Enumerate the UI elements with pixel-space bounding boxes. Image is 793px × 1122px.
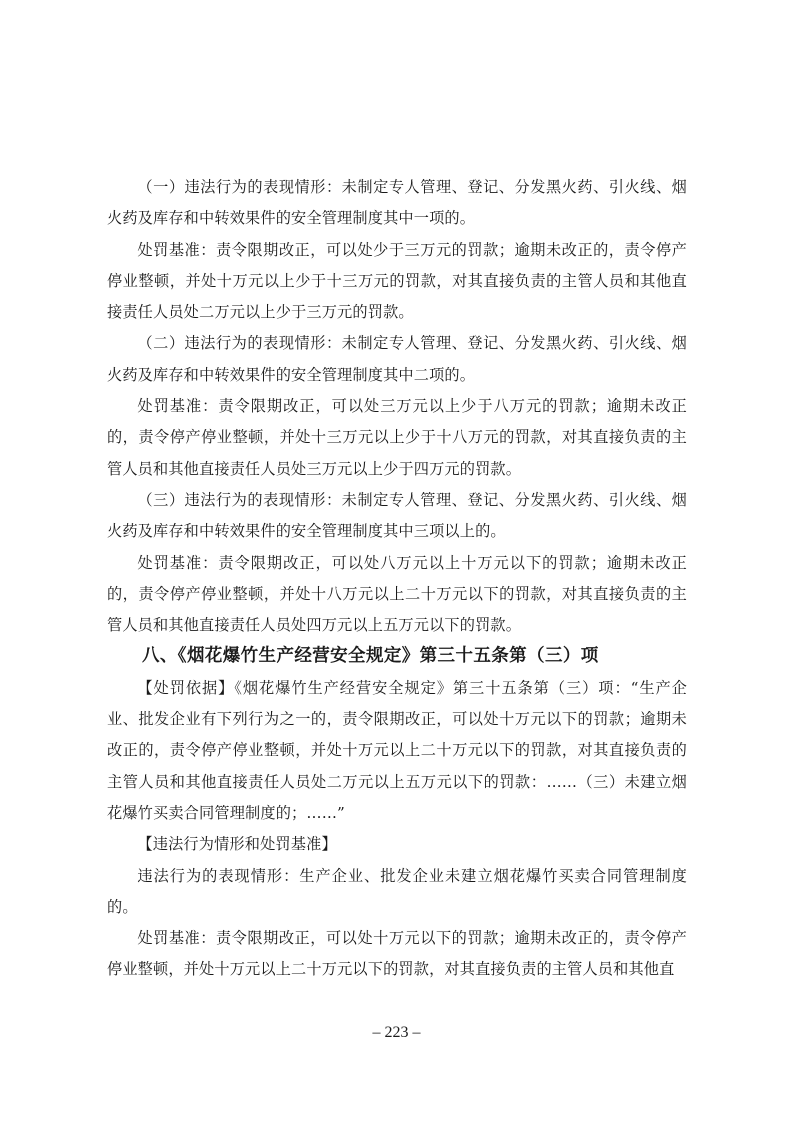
paragraph-subheading: 【违法行为情形和处罚基准】 bbox=[137, 835, 337, 854]
page-number: – 223 – bbox=[372, 1024, 421, 1041]
paragraph-case-1-situation: （一）违法行为的表现情形：未制定专人管理、登记、分发黑火药、引火线、烟火药及库存和中转效果件的安全管理制度其中一项的。 bbox=[107, 178, 687, 228]
document-body bbox=[107, 172, 687, 986]
paragraph-penalty-standard: 处罚基准：责令限期改正，可以处十万元以下的罚款；逾期未改正的，责令停产停业整顿，并处十万元以上二十万元以下的罚款，对其直接负责的主管人员和其他直 bbox=[107, 929, 687, 979]
paragraph-case-2-situation: （二）违法行为的表现情形：未制定专人管理、登记、分发黑火药、引火线、烟火药及库存和中转效果件的安全管理制度其中二项的。 bbox=[107, 334, 687, 384]
paragraph-violation-situation: 违法行为的表现情形：生产企业、批发企业未建立烟花爆竹买卖合同管理制度的。 bbox=[107, 866, 687, 916]
paragraph-penalty-basis: 【处罚依据】《烟花爆竹生产经营安全规定》第三十五条第（三）项：“生产企业、批发企业有下列行为之一的，责令限期改正，可以处十万元以下的罚款；逾期未改正的，责令停产停业整顿，并处十万元以上二十万元以下的罚款，对其直接负责的主管人员和其他直接责任人员处二万元以上五万元以下的罚款：……（三）未建立烟花爆竹买卖合同管理制度的；……” bbox=[107, 678, 687, 822]
section-heading: 八、《烟花爆竹生产经营安全规定》第三十五条第（三）项 bbox=[142, 646, 599, 667]
paragraph-case-2-penalty: 处罚基准：责令限期改正，可以处三万元以上少于八万元的罚款；逾期未改正的，责令停产停业整顿，并处十三万元以上少于十八万元的罚款，对其直接负责的主管人员和其他直接责任人员处三万元以上少于四万元的罚款。 bbox=[107, 397, 687, 478]
paragraph-case-3-situation: （三）违法行为的表现情形：未制定专人管理、登记、分发黑火药、引火线、烟火药及库存和中转效果件的安全管理制度其中三项以上的。 bbox=[107, 490, 687, 541]
paragraph-case-3-penalty: 处罚基准：责令限期改正，可以处八万元以上十万元以下的罚款；逾期未改正的，责令停产停业整顿，并处十八万元以上二十万元以下的罚款，对其直接负责的主管人员和其他直接责任人员处四万元以上五万元以下的罚款。 bbox=[107, 553, 687, 635]
paragraph-case-1-penalty: 处罚基准：责令限期改正，可以处少于三万元的罚款；逾期未改正的，责令停产停业整顿，并处十万元以上少于十三万元的罚款，对其直接负责的主管人员和其他直接责任人员处二万元以上少于三万元的罚款。 bbox=[107, 240, 687, 322]
